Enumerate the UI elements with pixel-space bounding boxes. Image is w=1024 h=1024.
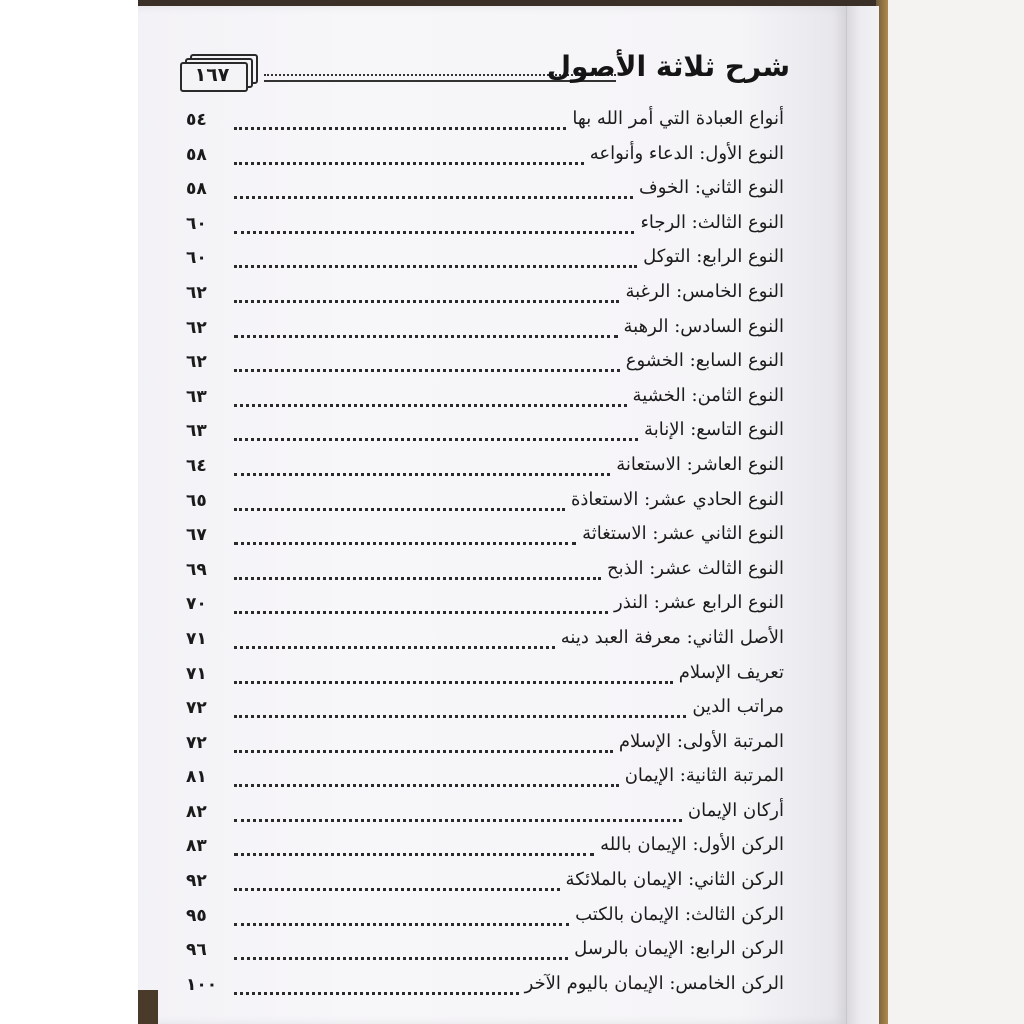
toc-entry-page: ٦٥ — [186, 490, 207, 511]
toc-entry — [186, 556, 784, 591]
toc-entry — [186, 106, 784, 141]
toc-dot-leader — [234, 888, 560, 891]
toc-entry-page: ٦٣ — [186, 386, 207, 407]
toc-dot-leader — [234, 611, 608, 614]
toc-dot-leader — [234, 335, 618, 338]
toc-dot-leader — [234, 369, 620, 372]
toc-dot-leader — [234, 784, 619, 787]
toc-entry — [186, 832, 784, 867]
toc-entry-title: الركن الأول: الإيمان بالله — [600, 834, 784, 856]
toc-entry — [186, 902, 784, 937]
toc-entry — [186, 660, 784, 695]
toc-entry-page: ٧٠ — [186, 594, 207, 615]
toc-dot-leader — [234, 127, 566, 130]
toc-entry — [186, 487, 784, 522]
toc-entry-page: ٨١ — [186, 767, 207, 788]
toc-entry-page: ٩٥ — [186, 905, 207, 926]
toc-dot-leader — [234, 577, 601, 580]
toc-entry-page: ٥٤ — [186, 110, 207, 130]
toc-entry-page: ٨٣ — [186, 836, 207, 857]
toc-entry — [186, 348, 784, 383]
toc-entry — [186, 798, 784, 833]
toc-entry-title: تعريف الإسلام — [678, 661, 784, 683]
toc-entry — [186, 936, 784, 971]
toc-dot-leader — [234, 231, 634, 234]
toc-entry-title: النوع الحادي عشر: الاستعاذة — [570, 488, 784, 510]
toc-entry-title: الركن الثاني: الإيمان بالملائكة — [565, 869, 784, 891]
toc-entry-page: ٦٤ — [186, 455, 207, 476]
toc-dot-leader — [234, 473, 610, 476]
toc-entry — [186, 521, 784, 556]
toc-entry-page: ٨٢ — [186, 801, 207, 822]
toc-entry-title: مراتب الدين — [692, 696, 784, 718]
toc-entry — [186, 729, 784, 764]
toc-dot-leader — [234, 265, 637, 268]
book-title: شرح ثلاثة الأصول — [546, 50, 790, 83]
toc-entry — [186, 694, 784, 729]
toc-entry-page: ٦٣ — [186, 421, 207, 442]
toc-dot-leader — [234, 819, 682, 822]
toc-entry — [186, 625, 784, 660]
toc-entry-title: النوع الخامس: الرغبة — [625, 280, 784, 302]
toc-entry — [186, 210, 784, 245]
toc-entry-title: النوع الثاني: الخوف — [639, 177, 784, 199]
toc-dot-leader — [234, 715, 686, 718]
toc-entry-page: ٥٨ — [186, 179, 207, 200]
toc-entry-title: النوع السابع: الخشوع — [625, 350, 784, 372]
toc-entry-page: ٧١ — [186, 663, 207, 684]
toc-entry-title: الأصل الثاني: معرفة العبد دينه — [560, 626, 784, 648]
toc-entry-title: النوع العاشر: الاستعانة — [616, 453, 784, 475]
toc-dot-leader — [234, 438, 638, 441]
toc-dot-leader — [234, 404, 627, 407]
toc-dot-leader — [234, 646, 555, 649]
toc-entry — [186, 279, 784, 314]
toc-entry-title: النوع الرابع عشر: النذر — [614, 592, 784, 614]
toc-entry-page: ٩٦ — [186, 940, 207, 961]
toc-entry-title: أركان الإيمان — [687, 799, 784, 821]
toc-entry-page: ٧٢ — [186, 732, 207, 753]
toc-entry — [186, 590, 784, 625]
toc-entry — [186, 314, 784, 349]
toc-entry — [186, 763, 784, 798]
toc-entry-page: ١٠٠ — [186, 974, 218, 995]
toc-entry-title: النوع الرابع: التوكل — [643, 246, 784, 268]
toc-entry-title: النوع الثاني عشر: الاستغاثة — [582, 523, 784, 545]
toc-entry-page: ٧١ — [186, 628, 207, 649]
page-header — [180, 50, 790, 96]
toc-entry-page: ٦٠ — [186, 213, 207, 234]
toc-dot-leader — [234, 992, 519, 995]
page-number: ١٦٧ — [194, 64, 230, 86]
toc-dot-leader — [234, 300, 619, 303]
toc-entry-title: المرتبة الثانية: الإيمان — [624, 765, 784, 787]
toc-entry — [186, 244, 784, 279]
background-left — [0, 0, 138, 1024]
toc-entry-page: ٦٢ — [186, 317, 207, 338]
toc-entry — [186, 383, 784, 418]
toc-entry — [186, 417, 784, 452]
toc-dot-leader — [234, 162, 584, 165]
toc-entry-page: ٦٠ — [186, 248, 207, 269]
toc-entry-title: الركن الرابع: الإيمان بالرسل — [574, 938, 784, 960]
toc-dot-leader — [234, 542, 576, 545]
book-binding-corner — [138, 990, 158, 1024]
toc-entry-page: ٩٢ — [186, 871, 207, 892]
toc-entry-title: المرتبة الأولى: الإسلام — [618, 730, 784, 752]
toc-entry — [186, 175, 784, 210]
toc-entry — [186, 867, 784, 902]
toc-dot-leader — [234, 923, 569, 926]
toc-dot-leader — [234, 853, 594, 856]
toc-entry-page: ٦٢ — [186, 352, 207, 373]
toc-entry-title: النوع الثالث عشر: الذبح — [606, 557, 784, 579]
toc-entry-title: النوع السادس: الرهبة — [623, 315, 784, 337]
toc-entry-page: ٧٢ — [186, 698, 207, 719]
toc-entry-page: ٦٩ — [186, 559, 207, 580]
toc-entry-title: النوع الثالث: الرجاء — [640, 211, 784, 233]
toc-entry — [186, 141, 784, 176]
facing-page-edge — [846, 6, 879, 1024]
toc-dot-leader — [234, 681, 673, 684]
toc-dot-leader — [234, 508, 565, 511]
toc-entry-page: ٦٧ — [186, 525, 207, 546]
toc-entry-title: الركن الخامس: الإيمان باليوم الآخر — [524, 972, 784, 994]
toc-entry-title: النوع التاسع: الإنابة — [644, 419, 784, 441]
page-number-frame — [180, 54, 258, 88]
toc-entry-title: النوع الأول: الدعاء وأنواعه — [589, 142, 784, 164]
toc-dot-leader — [234, 196, 633, 199]
toc-entry-page: ٥٨ — [186, 144, 207, 165]
toc-entry — [186, 452, 784, 487]
toc-dot-leader — [234, 750, 613, 753]
toc-dot-leader — [234, 957, 568, 960]
table-of-contents — [186, 106, 784, 1005]
toc-entry-title: النوع الثامن: الخشية — [632, 384, 784, 406]
toc-entry-title: الركن الثالث: الإيمان بالكتب — [575, 903, 784, 925]
toc-entry-title: أنواع العبادة التي أمر الله بها — [572, 108, 784, 129]
toc-entry — [186, 971, 784, 1006]
toc-entry-page: ٦٢ — [186, 282, 207, 303]
